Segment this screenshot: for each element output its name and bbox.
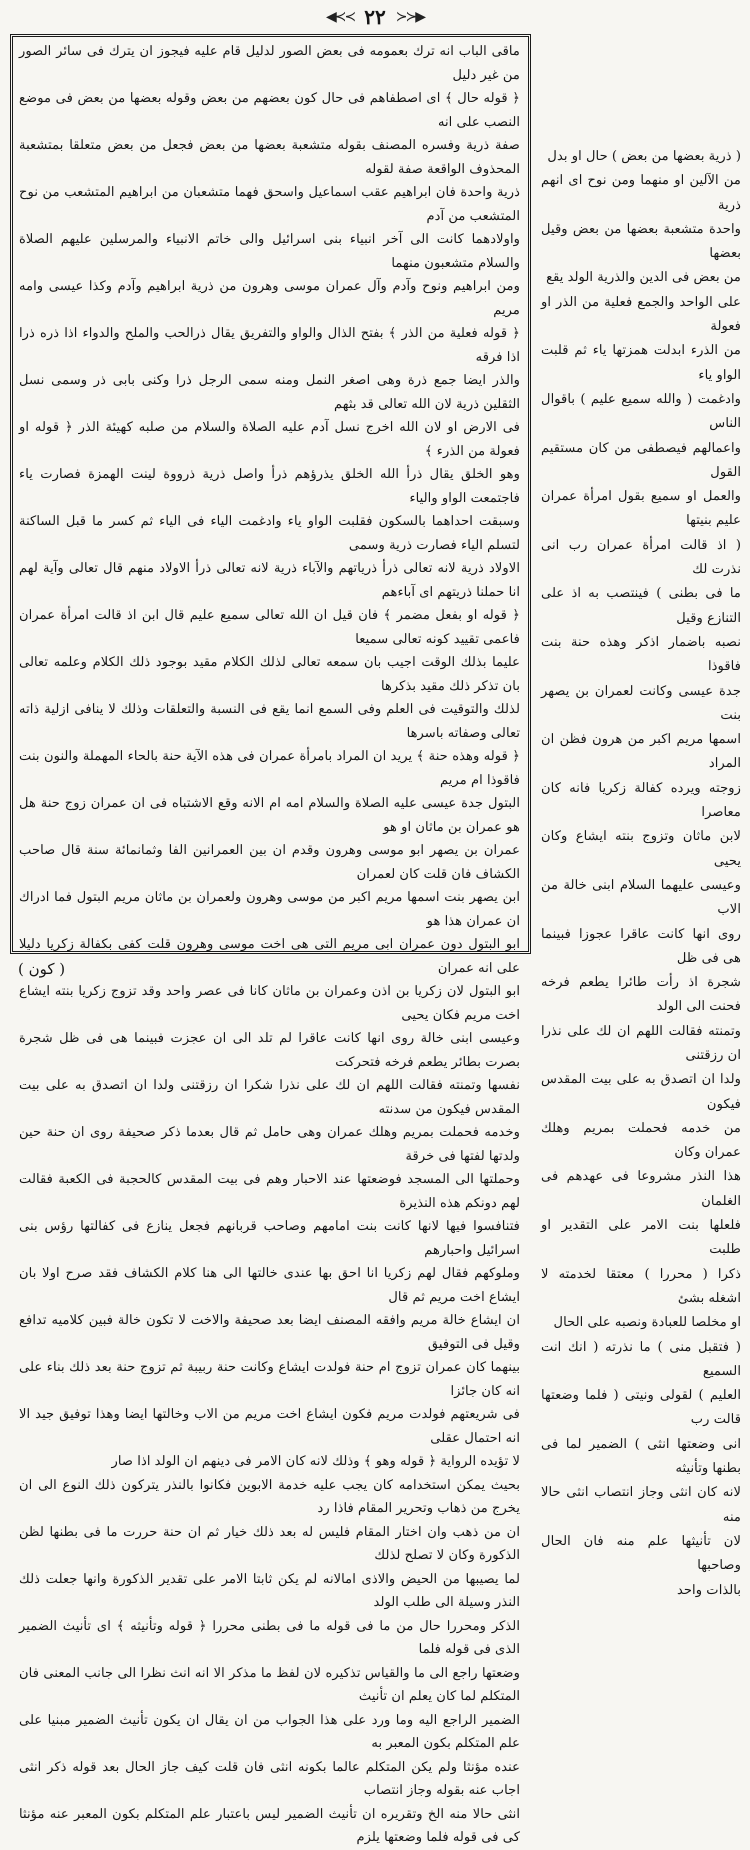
main-text-line: والذر ايضا جمع ذرة وهى اصغر النمل ومنه سمى الرجل ذرا وكنى بابى ذر وسمى نسل الثقلين ذرية لان الله تعالى قد بثهم — [19, 373, 520, 412]
margin-text-line: من خدمه فحملت بمريم وهلك عمران وكان — [541, 1120, 741, 1161]
main-text-line: فتنافسوا فيها لانها كانت بنت امامهم وصاحب قربانهم فجعل ينازع فى كفالتها رؤس بنى اسرائيل واحبارهم — [19, 1219, 520, 1258]
main-text-line: صفة ذرية وفسره المصنف بقوله متشعبة بعضها من بعض فجعل من بعض متعلقا بمتشعبة المحذوف الواقعة صفة لقوله — [19, 138, 520, 177]
main-text-line: وملوكهم فقال لهم زكريا انا احق بها عندى خالتها الى هنا كلام الكشاف فقد صرح اولا بان ايشاع اخت مريم ثم قال — [19, 1266, 520, 1305]
main-text-line: ذرية واحدة فان ابراهيم عقب اسماعيل واسحق فهما متشعبان من ابراهيم المتشعب من نوح المتشعب من آدم — [19, 185, 520, 224]
page-number: ٢٢ — [364, 5, 386, 29]
margin-text-line: لان تأنيثها علم منه فان الحال وصاحبها — [541, 1533, 741, 1574]
main-text-line: الاولاد ذرية لانه تعالى ذرأ ذرياتهم والآباء ذرية لانه تعالى ذرأ الاولاد منهم قال تعالى وآية لهم انا حملنا ذريتهم اى آباءهم — [19, 561, 520, 600]
main-text-line: ﴿ قوله فعلية من الذر ﴾ بفتح الذال والواو والتفريق يقال ذرالحب والملح والدواء اذا ذره ذرا اذا فرقه — [19, 326, 520, 365]
margin-text-line: روى انها كانت عاقرا عجوزا فبينما هى فى ظل — [541, 926, 741, 966]
margin-text-line: اسمها مريم اكبر من هرون فظن ان المراد — [541, 732, 741, 772]
margin-text-line: على الواحد والجمع فعلية من الذر او فعولة — [541, 294, 741, 335]
main-text-line: ماقى الباب انه ترك بعمومه فى بعض الصور لدليل قام عليه فيجوز ان يترك فى سائر الصور من غير دليل — [19, 44, 520, 83]
margin-text-line: فلعلها بنت الامر على التقدير او طلبت — [541, 1218, 741, 1258]
margin-text-line: ما فى بطنى ) فينتصب به اذ على التنازع وقيل — [541, 586, 741, 626]
main-text-line: ﴿ قوله وهذه حنة ﴾ يريد ان المراد بامرأة عمران فى هذه الآية حنة بالحاء المهملة والنون بنت فاقوذا ام مريم — [19, 749, 520, 788]
main-text-line: ان ايشاع خالة مريم وافقه المصنف ايضا بعد صحيفة والاخت لا تكون خالة فبين كلاميه تدافع وقيل فى التوفيق — [19, 1313, 520, 1352]
main-text-line: عمران بن يصهر ابو موسى وهرون وقدم ان بين العمرانين الفا وثمانمائة سنة قال صاحب الكشاف فان قلت كان لعمران — [19, 843, 520, 882]
main-text-line: ابن يصهر بنت اسمها مريم اكبر من موسى وهرون ولعمران بن ماثان مريم البتول فما ادراك ان عمران هذا هو — [19, 890, 520, 929]
margin-text-line: وعيسى عليهما السلام ابنى خالة من الاب — [541, 877, 741, 918]
margin-text-line: من بعض فى الدين والذرية الولد يقع — [546, 270, 741, 286]
margin-text-line: او مخلصا للعبادة ونصبه على الحال — [553, 1315, 741, 1331]
margin-text-line: ( اذ قالت امرأة عمران رب انى نذرت لك — [541, 537, 741, 578]
main-text-line: انثى حالا منه الخ وتقريره ان تأنيث الضمير ليس باعتبار علم المتكلم بكون المعبر عنه مؤنثا كى فى قوله فلما وضعتها يلزم — [19, 1806, 520, 1845]
margin-text-line: انى وضعتها انثى ) الضمير لما فى بطنها وتأنيثه — [541, 1436, 741, 1477]
main-text-line: واولادهما كانت الى آخر انبياء بنى اسرائيل والى خاتم الانبياء والمرسلين عليهم الصلاة والسلام متشعبون منهما — [19, 232, 520, 271]
main-text-line: لا تؤيده الرواية ﴿ قوله وهو ﴾ وذلك لانه كان الامر فى دينهم ان الولد اذا صار — [111, 1454, 520, 1469]
margin-text-line: ولدا ان اتصدق به على بيت المقدس فيكون — [541, 1072, 741, 1112]
main-text-line: وخدمه فحملت بمريم وهلك عمران وهى حامل ثم قال بعدما ذكر صحيفة روى ان حنة حين ولدتها لفتها فى خرقة — [19, 1125, 520, 1164]
main-text-line: فى شريعتهم فولدت مريم فكون ايشاع اخت مريم من الاب وخالتها ايضا وهذا توفيق جيد الا انه احتمال عقلى — [19, 1407, 520, 1446]
margin-text-line: وادغمت ( والله سميع عليم ) باقوال الناس — [541, 391, 741, 432]
margin-text-line: من الذرء ابدلت همزتها ياء ثم قلبت الواو ياء — [541, 343, 741, 383]
main-text-line: بينهما كان عمران تزوج ام حنة فولدت ايشاع وكانت حنة ربيبة ثم تزوج حنة بعد ذلك بناء على انه كان جائزا — [19, 1360, 520, 1399]
main-commentary-frame — [10, 34, 531, 1845]
header-ornament-left: ◀≺≺ — [326, 9, 355, 25]
main-text-line: ابو البتول دون عمران ابى مريم التى هى اخت موسى وهرون قلت كفى بكفالة زكريا دليلا على انه عمران — [19, 937, 520, 976]
main-text-line: ابو البتول لان زكريا بن اذن وعمران بن ماثان كانا فى عصر واحد وقد تزوج زكريا بنته ايشاع اخت مريم فكان يحيى — [19, 984, 520, 1023]
main-text-line: بحيث يمكن استخدامه كان يجب عليه خدمة الابوين فكانوا بالنذر يتركون ذلك النوع الى ان يخرج من ذهاب وتحرير المقام فاذا رد — [19, 1477, 520, 1516]
margin-text-line: ذكرا ( محررا ) معتقا لخدمته لا اشغله بشئ — [541, 1266, 741, 1306]
main-text-line: الذكر ومحررا حال من ما فى قوله ما فى بطنى محررا ﴿ قوله وتأنيثه ﴾ اى تأنيث الضمير الذى فى قوله فلما — [19, 1618, 520, 1657]
header-ornament-right: ≻≻▶ — [395, 9, 424, 25]
main-text-line: وحملتها الى المسجد فوضعتها عند الاحبار وهم فى بيت المقدس كالحجبة فى الكعبة فقالت لهم دونكم هذه النذيرة — [19, 1172, 520, 1211]
main-text-line: وسبقت احداهما بالسكون فقلبت الواو ياء وادغمت الياء فى الياء ثم كسر ما قبل الساكنة لتسلم الياء فصارت ذرية وسمى — [19, 514, 520, 553]
margin-text-line: لابن ماثان وتزوج بنته ايشاع وكان يحيى — [541, 829, 741, 869]
margin-text-line: شجرة اذ رأت طائرا يطعم فرخه فحنت الى الولد — [541, 975, 741, 1015]
margin-text-line: ( ذرية بعضها من بعض ) حال او بدل — [547, 149, 741, 164]
main-text-line: وضعتها راجع الى ما والقياس تذكيره لان لفظ ما مذكر الا انه انث نظرا الى جانب المعنى فان المتكلم لما كان يعلم ان تأنيث — [19, 1665, 520, 1704]
main-text-line: لما يصيبها من الحيض والاذى امالانه لم يكن ثابتا الامر على تقدير الذكورة وانها جعلت ذلك النذر وسيلة الى طلب الولد — [19, 1571, 520, 1610]
margin-text-line: زوجته ويرده كفالة زكريا فانه كان معاصرا — [541, 780, 741, 821]
main-text-line: البتول جدة عيسى عليه الصلاة والسلام امه ام الانه وقع الاشتباه فى ان عمران زوج حنة هل هو عمران بن ماثان او هو — [19, 796, 520, 835]
margin-text-line: ( فتقبل منى ) ما نذرته ( انك انت السميع — [541, 1339, 741, 1379]
main-text-line: وهو الخلق يقال ذرأ الله الخلق يذرؤهم ذرأ واصل ذرية ذرووة لينت الهمزة فصارت ياء فاجتمعت الواو والياء — [19, 467, 520, 506]
margin-text-line: واعمالهم فيصطفى من كان مستقيم القول — [541, 440, 741, 480]
main-text-line: عنده مؤنثا ولم يكن المتكلم عالما بكونه انثى فان قلت كيف جاز الحال بعد قوله ذكر انثى اجاب عنه بقوله وجاز انتصاب — [19, 1759, 520, 1798]
catchword: ( كون ) — [18, 960, 66, 978]
page-header — [0, 2, 750, 32]
margin-text-line: من الآلين او منهما ومن نوح اى انهم ذرية — [541, 173, 741, 213]
margin-commentary-text — [541, 145, 741, 1598]
main-text-line: الضمير الراجع اليه وما ورد على هذا الجواب من ان يقال ان يكون تأنيث الضمير مبنيا على علم المتكلم بكون المعبر به — [19, 1712, 520, 1751]
margin-text-line: وتمنته فقالت اللهم ان لك على نذرا ان رزقتنى — [541, 1023, 741, 1063]
margin-text-line: واحدة متشعبة بعضها من بعض وقيل بعضها — [541, 221, 741, 262]
main-text-line: وعيسى ابنى خالة روى انها كانت عاقرا لم تلد الى ان عجزت فبينما هى فى ظل شجرة بصرت بطائر يطعم فرخه فتحركت — [19, 1031, 520, 1070]
main-text-line: ان من ذهب وان اختار المقام فليس له بعد ذلك خيار ثم ان حنة حررت ما فى بطنها لظن الذكورة وكان لا تصلح لذلك — [19, 1524, 520, 1563]
margin-text-line: بالذات واحد — [676, 1582, 741, 1598]
margin-text-line: العليم ) لقولى ونيتى ( فلما وضعتها قالت رب — [541, 1388, 741, 1428]
margin-text-line: نصبه باضمار اذكر وهذه حنة بنت فاقوذا — [541, 634, 741, 675]
margin-text-line: والعمل او سميع بقول امرأة عمران عليم بنيتها — [541, 489, 741, 529]
main-text-line: لذلك والتوقيت فى العلم وفى السمع انما يقع فى النسبة والتعلقات وذلك لا ينافى ازلية ذاته تعالى وصفاته باسرها — [19, 702, 520, 741]
main-text-line: ومن ابراهيم ونوح وآدم وآل عمران موسى وهرون من ذرية ابراهيم وآدم وكذا عيسى وامه مريم — [19, 279, 520, 318]
main-text-line: فى الارض او لان الله اخرج نسل آدم عليه الصلاة والسلام من صلبه كهيئة الذر ﴿ قوله او فعولة من الذرء ﴾ — [19, 420, 520, 459]
margin-text-line: هذا النذر مشروعا فى عهدهم فى الغلمان — [541, 1169, 741, 1209]
main-text-line: نفسها وتمنته فقالت اللهم ان لك على نذرا شكرا ان رزقتنى ولدا ان اتصدق به على بيت المقدس فيكون من سدنته — [19, 1078, 520, 1117]
main-text-line: عليما بذلك الوقت اجيب بان سمعه تعالى لذلك الكلام مقيد بوجود ذلك الكلام وعلمه تعالى بان تذكر ذلك مقيد بذكرها — [19, 655, 520, 694]
main-commentary-text — [13, 37, 528, 1850]
margin-text-line: لانه كان انثى وجاز انتصاب انثى حالا منه — [541, 1485, 741, 1525]
margin-text-line: جدة عيسى وكانت لعمران بن يصهر بنت — [541, 683, 741, 723]
main-text-line: ﴿ قوله او بفعل مضمر ﴾ فان قيل ان الله تعالى سميع عليم قال ابن اذ قالت امرأة عمران فاعمى تقييد كونه تعالى سميعا — [19, 608, 520, 647]
main-text-line: ﴿ قوله حال ﴾ اى اصطفاهم فى حال كون بعضهم من بعض وقوله بعضها من بعض فى موضع النصب على انه — [19, 91, 520, 130]
